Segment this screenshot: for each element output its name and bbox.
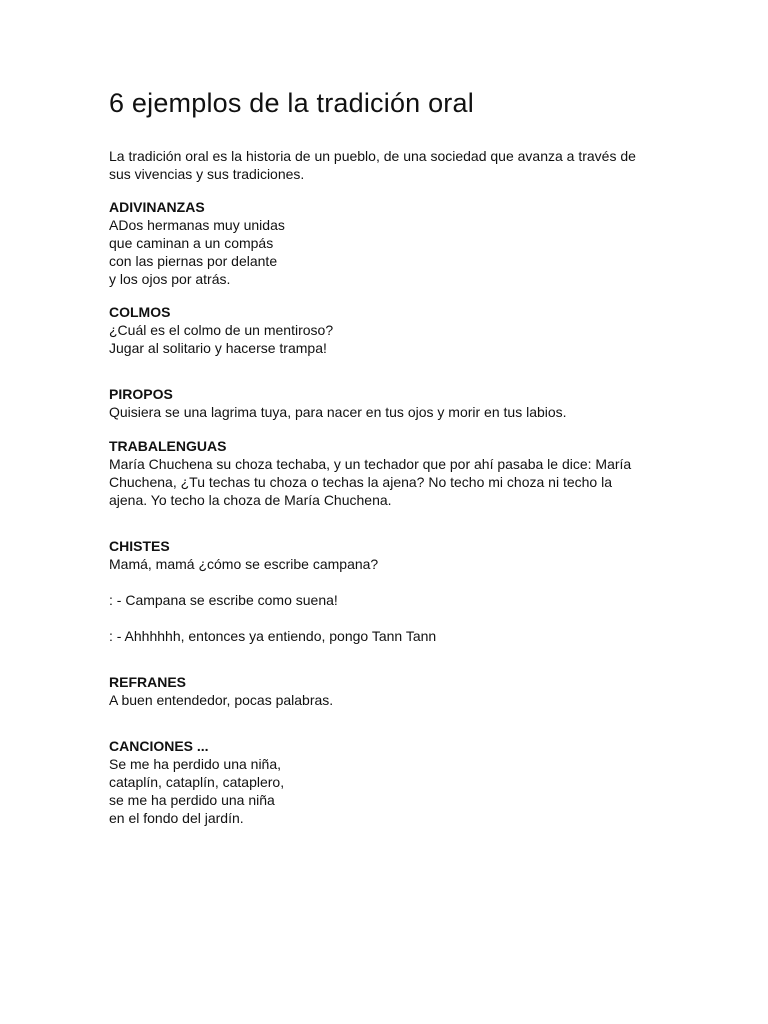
spacer <box>109 609 669 627</box>
section-line: que caminan a un compás <box>109 235 274 251</box>
section-line: y los ojos por atrás. <box>109 271 231 287</box>
section-heading: REFRANES <box>109 674 187 690</box>
section-line: Chuchena, ¿Tu techas tu choza o techas la ajena? No techo mi choza ni techo la <box>109 474 613 490</box>
section-line: ADos hermanas muy unidas <box>109 217 285 233</box>
section-line: A buen entendedor, pocas palabras. <box>109 692 334 708</box>
section-line: en el fondo del jardín. <box>109 810 244 826</box>
section-line: Quisiera se una lagrima tuya, para nacer en tus ojos y morir en tus labios. <box>109 404 567 420</box>
section-heading: PIROPOS <box>109 386 173 402</box>
intro-line: sus vivencias y sus tradiciones. <box>109 166 305 182</box>
section-line: : - Campana se escribe como suena! <box>109 592 338 608</box>
section-line: Jugar al solitario y hacerse trampa! <box>109 340 327 356</box>
section-line: ¿Cuál es el colmo de un mentiroso? <box>109 322 334 338</box>
section-line: Mamá, mamá ¿cómo se escribe campana? <box>109 556 379 572</box>
document-page <box>109 86 669 827</box>
intro-paragraph <box>109 147 669 183</box>
section-piropos <box>109 385 669 421</box>
section-heading: CANCIONES ... <box>109 738 209 754</box>
section-line: cataplín, cataplín, cataplero, <box>109 774 285 790</box>
section-line: se me ha perdido una niña <box>109 792 275 808</box>
section-colmos <box>109 303 669 357</box>
section-line: María Chuchena su choza techaba, y un techador que por ahí pasaba le dice: María <box>109 456 632 472</box>
section-line: ajena. Yo techo la choza de María Chuchena. <box>109 492 392 508</box>
section-adivinanzas <box>109 198 669 288</box>
section-heading: TRABALENGUAS <box>109 438 227 454</box>
intro-line: La tradición oral es la historia de un pueblo, de una sociedad que avanza a través de <box>109 148 636 164</box>
section-line: : - Ahhhhhh, entonces ya entiendo, pongo Tann Tann <box>109 628 437 644</box>
section-line: con las piernas por delante <box>109 253 278 269</box>
section-chistes <box>109 537 669 645</box>
section-canciones <box>109 737 669 827</box>
page-title: 6 ejemplos de la tradición oral <box>109 88 474 118</box>
section-refranes <box>109 673 669 709</box>
section-trabalenguas <box>109 437 669 509</box>
section-heading: ADIVINANZAS <box>109 199 205 215</box>
section-line: Se me ha perdido una niña, <box>109 756 282 772</box>
spacer <box>109 573 669 591</box>
section-heading: CHISTES <box>109 538 170 554</box>
section-heading: COLMOS <box>109 304 171 320</box>
